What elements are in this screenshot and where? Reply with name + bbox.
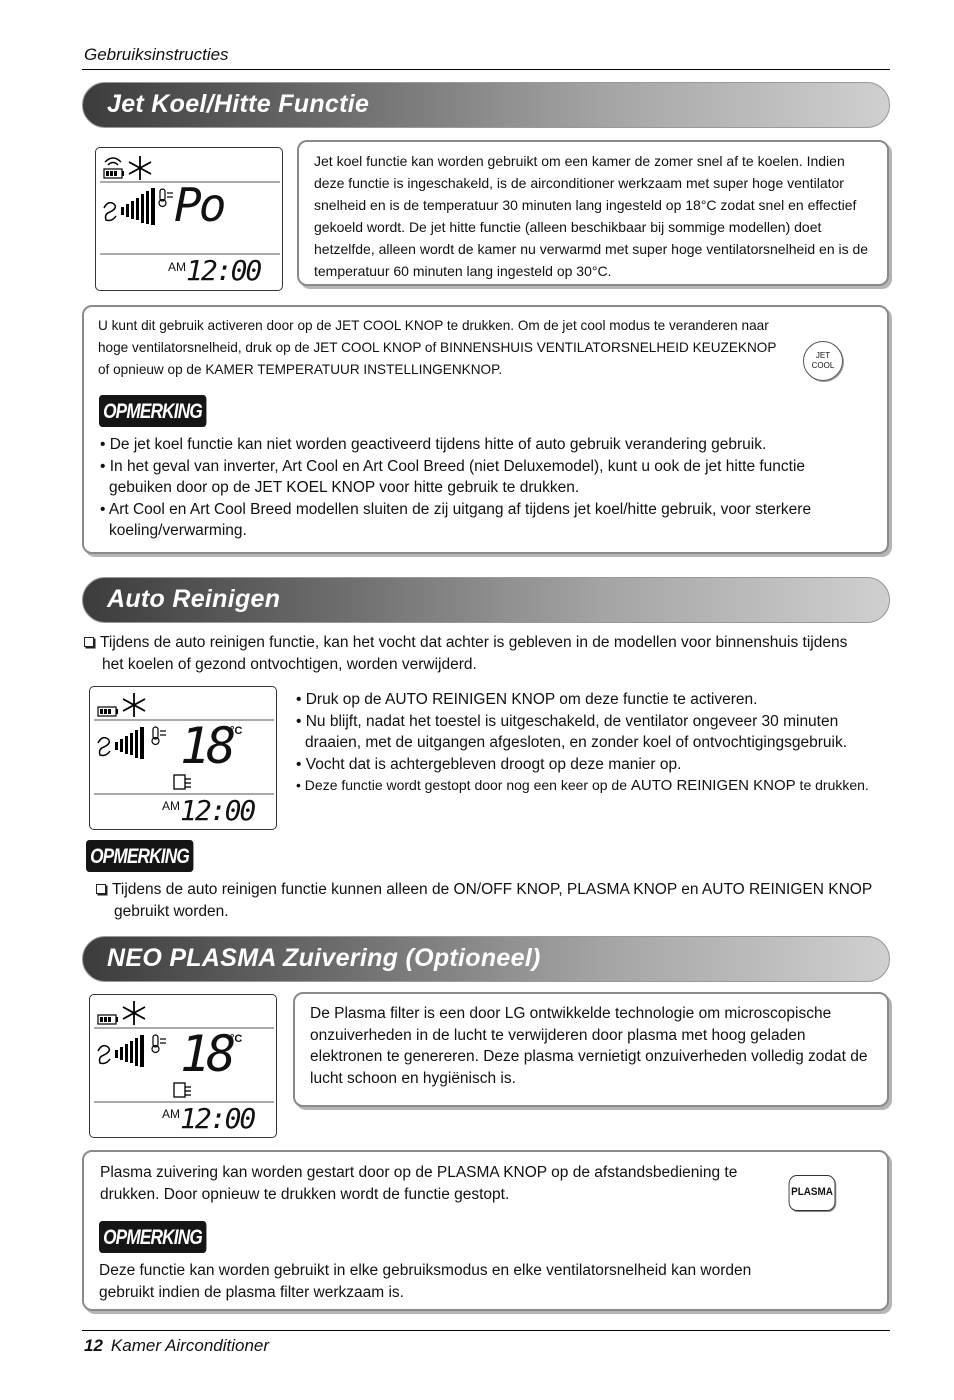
section-title: Jet Koel/Hitte Functie [107,90,370,118]
note-list [99,434,869,542]
section-title-bar [82,936,890,982]
plasma-description: De Plasma filter is een door LG ontwikkelde technologie om microscopische onzuiverheden in de lucht te verwijderen door plasma met hoog geladen elektronen te genereren. Deze plasma vernietigt onzuiverheden volledig zodat de lucht schoon en hygiënisch is. [310,1005,868,1087]
lcd-ampm: AM [168,260,186,274]
section-title-bar [82,577,890,623]
note-item: • De jet koel functie kan niet worden geactiveerd tijdens hitte of auto gebruik verandering gebruik. [100,436,767,453]
snowflake-icon [129,156,151,180]
auto-clean-note-text: Tijdens de auto reinigen functie kunnen alleen de ON/OFF KNOP, PLASMA KNOP en AUTO REINIGEN KNOP gebruikt worden. [112,881,872,920]
fan-speed-bars [115,1035,144,1067]
clean-icon [174,1083,191,1097]
jet-usage-text: U kunt dit gebruik activeren door op de JET COOL KNOP te drukken. Om de jet cool modus te veranderen naar hoge ventilatorsnelheid, druk op de JET COOL KNOP of BINNENSHUIS VENTILATORSNELHEID KEUZEKNOP of opnieuw op de KAMER TEMPERATUUR INSTELLINGENKNOP. [98,318,777,377]
jet-usage-box [82,305,889,554]
plasma-description-box [293,992,889,1107]
snowflake-icon [123,693,145,717]
thermometer-icon [152,727,166,745]
remote-display [89,994,277,1138]
fan-icon [98,1046,110,1064]
thermometer-icon [159,189,173,207]
signal-icon [105,158,121,165]
note-item: • In het geval van inverter, Art Cool en Art Cool Breed (niet Deluxemodel), kunt u ook de jet hitte functie gebuiken door op de JET KOEL KNOP voor hitte gebruik te drukken. [100,457,806,496]
fan-speed-bars [115,727,144,759]
lcd-temp: 18 [180,717,233,775]
bullet-text: • Deze functie wordt gestopt door nog een keer op de [296,777,631,793]
running-header: Gebruiksinstructies [84,45,229,64]
section-title: NEO PLASMA Zuivering (Optioneel) [107,944,541,972]
footer-rule [82,1330,890,1331]
plasma-note-text: Deze functie kan worden gebruikt in elke gebruiksmodus en elke ventilatorsnelheid kan worden gebruikt indien de plasma filter werkzaam is. [99,1262,752,1301]
lcd-time: 12:00 [180,1102,255,1135]
lcd-ampm: AM [162,799,180,813]
jet-cool-button-line1: JET [815,351,831,360]
fan-speed-bars [121,188,155,225]
bullet-item: • Druk op de AUTO REINIGEN KNOP om deze functie te activeren. [296,691,758,708]
header-rule [82,69,890,70]
bullet-item: • Nu blijft, nadat het toestel is uitgeschakeld, de ventilator ongeveer 30 minuten draaien, met de uitgangen afgesloten, en zonder koel of ontvochtigingsgebruik. [296,712,848,751]
jet-description: Jet koel functie kan worden gebruikt om een kamer de zomer snel af te koelen. Indien deze functie is ingeschakeld, is de airconditioner werkzaam met super hoge ventilator snelheid en is de temperatuur 30 minuten lang ingesteld op 18°C zodat snel en effectief gekoeld wordt. De jet hitte functie (alleen beschikbaar bij sommige modellen) doet hetzelfde, alleen wordt de kamer nu verwarmd met super hoge ventilatorsnelheid en is de temperatuur 60 minuten lang ingesteld op 30°C. [314,153,869,279]
thermometer-icon [152,1035,166,1053]
jet-cool-button [803,341,843,381]
remote-display [95,147,283,291]
lcd-temp: 18 [180,1025,233,1083]
auto-clean-note [96,879,886,922]
checkbox-bullet-icon [96,884,106,894]
note-label: OPMERKING [86,840,193,872]
jet-cool-button-line2: COOL [811,361,835,370]
lcd-ampm: AM [162,1107,180,1121]
auto-clean-intro [84,632,864,675]
lcd-mode: Po [174,178,224,232]
plasma-button: PLASMA [789,1175,836,1211]
page-number: 12 [84,1336,103,1355]
page-footer [84,1336,269,1356]
auto-clean-bullets [295,689,885,797]
note-label: OPMERKING [99,395,206,427]
auto-clean-intro-text: Tijdens de auto reinigen functie, kan het vocht dat achter is gebleven in de modellen voor binnenshuis tijdens het koelen of gezond ontvochtigen, worden verwijderd. [100,634,848,673]
clean-icon [174,775,191,789]
jet-description-box [297,140,889,286]
note-item: • Art Cool en Art Cool Breed modellen sluiten de zij uitgang af tijdens jet koel/hitte gebruik, voor sterkere koeling/verwarming. [100,500,812,539]
bullet-item [295,775,885,797]
footer-title: Kamer Airconditioner [110,1336,270,1355]
bullet-text: te drukken. [795,777,869,793]
plasma-usage-text: Plasma zuivering kan worden gestart door op de PLASMA KNOP op de afstandsbediening te drukken. Door opnieuw te drukken wordt de functie gestopt. [100,1164,738,1203]
section-title: Auto Reinigen [107,585,281,613]
remote-display [89,686,277,830]
checkbox-bullet-icon [84,637,94,647]
lcd-time: 12:00 [186,254,261,287]
note-label: OPMERKING [99,1221,206,1253]
lcd-unit: °C [230,725,243,737]
fan-icon [98,738,110,756]
lcd-unit: °C [230,1033,243,1045]
bullet-text-strong: AUTO REINIGEN KNOP [630,777,796,794]
snowflake-icon [123,1001,145,1025]
plasma-usage-box [82,1150,889,1311]
section-title-bar [82,82,890,128]
lcd-time: 12:00 [180,794,255,827]
bullet-item: • Vocht dat is achtergebleven droogt op deze manier op. [296,755,682,773]
fan-icon [104,203,116,221]
